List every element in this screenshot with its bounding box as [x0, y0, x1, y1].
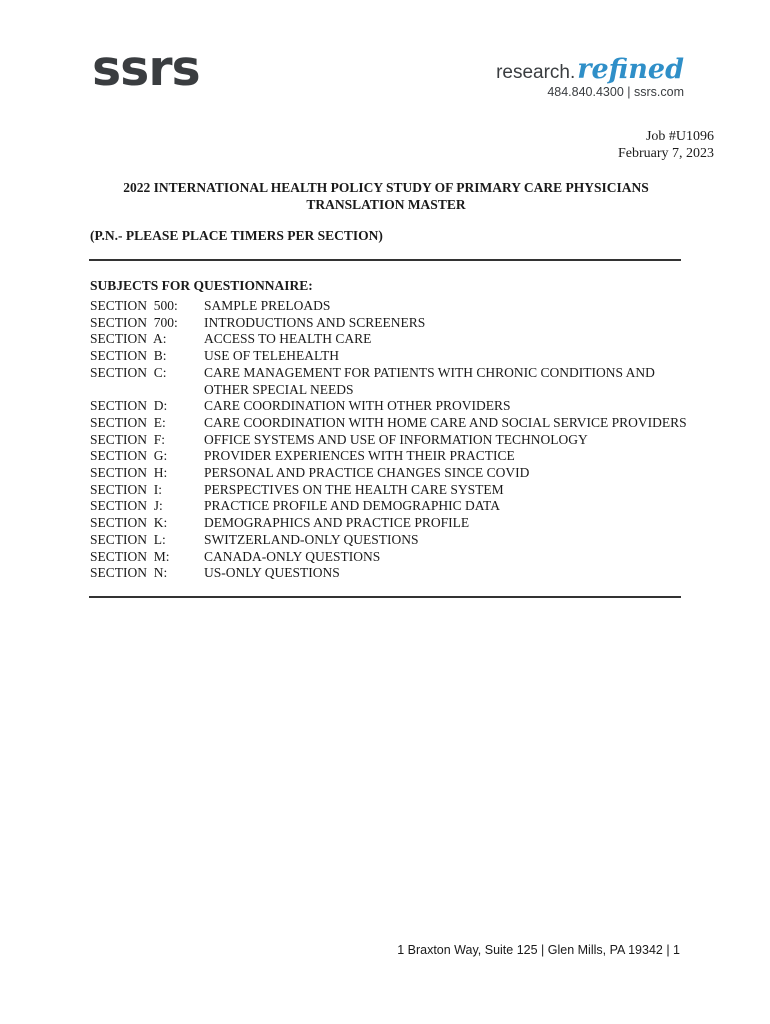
- section-description: CARE COORDINATION WITH OTHER PROVIDERS: [204, 398, 511, 414]
- section-row: [90, 498, 690, 515]
- document-title: [90, 179, 682, 213]
- title-line-2: TRANSLATION MASTER: [306, 197, 466, 212]
- section-row: [90, 315, 690, 332]
- section-code: SECTION F:: [90, 431, 166, 447]
- section-description: OFFICE SYSTEMS AND USE OF INFORMATION TECHNOLOGY: [204, 431, 588, 447]
- section-code: SECTION C:: [90, 364, 167, 380]
- section-code: SECTION M:: [90, 548, 170, 564]
- section-description: SAMPLE PRELOADS: [204, 298, 331, 313]
- section-row: [90, 549, 690, 566]
- section-code: SECTION E:: [90, 414, 166, 430]
- section-list: [90, 298, 690, 582]
- job-date: February 7, 2023: [617, 146, 714, 161]
- section-code: SECTION H:: [90, 465, 168, 481]
- top-divider: [89, 259, 681, 261]
- subjects-heading: SUBJECTS FOR QUESTIONNAIRE:: [90, 278, 313, 293]
- section-description: PERSPECTIVES ON THE HEALTH CARE SYSTEM: [204, 481, 504, 497]
- section-code: SECTION 700:: [90, 314, 178, 330]
- section-code: SECTION B:: [90, 348, 167, 364]
- section-description: PERSONAL AND PRACTICE CHANGES SINCE COVID: [204, 465, 530, 481]
- section-code: SECTION A:: [90, 331, 167, 347]
- section-description: USE OF TELEHEALTH: [204, 348, 339, 364]
- section-description: INTRODUCTIONS AND SCREENERS: [204, 314, 426, 330]
- section-description: CANADA-ONLY QUESTIONS: [204, 548, 381, 564]
- section-code: SECTION J:: [90, 498, 163, 514]
- title-line-1: 2022 INTERNATIONAL HEALTH POLICY STUDY OF PRIMARY CARE PHYSICIANS: [123, 180, 649, 195]
- section-description: DEMOGRAPHICS AND PRACTICE PROFILE: [204, 515, 470, 531]
- section-row: [90, 398, 690, 415]
- section-code: SECTION L:: [90, 531, 166, 547]
- tagline: [496, 54, 684, 99]
- section-description: PROVIDER EXPERIENCES WITH THEIR PRACTICE: [204, 448, 515, 464]
- job-info: [618, 128, 714, 162]
- section-row: [90, 565, 690, 582]
- section-row: [90, 532, 690, 549]
- section-code: SECTION 500:: [90, 298, 178, 313]
- ssrs-logo: ssrs: [92, 40, 200, 97]
- section-code: SECTION I:: [90, 481, 162, 497]
- section-row: [90, 348, 690, 365]
- section-row: [90, 415, 690, 432]
- section-row: [90, 365, 690, 398]
- section-row: [90, 432, 690, 449]
- section-code: SECTION G:: [90, 448, 168, 464]
- job-number: Job #U1096: [645, 129, 714, 144]
- contact-info: 484.840.4300 | ssrs.com: [547, 85, 684, 99]
- timer-note: (P.N.- PLEASE PLACE TIMERS PER SECTION): [90, 228, 383, 243]
- section-description: SWITZERLAND-ONLY QUESTIONS: [204, 531, 419, 547]
- section-code: SECTION K:: [90, 515, 168, 531]
- section-code: SECTION N:: [90, 565, 168, 581]
- section-description: CARE COORDINATION WITH HOME CARE AND SOCIAL SERVICE PROVIDERS: [204, 414, 687, 430]
- section-description: PRACTICE PROFILE AND DEMOGRAPHIC DATA: [204, 498, 500, 514]
- tagline-research: research.: [496, 62, 576, 83]
- bottom-divider: [89, 596, 681, 598]
- section-row: [90, 448, 690, 465]
- section-row: [90, 331, 690, 348]
- section-code: SECTION D:: [90, 398, 168, 414]
- section-description: ACCESS TO HEALTH CARE: [204, 331, 372, 347]
- section-row: [90, 515, 690, 532]
- section-row: [90, 465, 690, 482]
- page-footer: 1 Braxton Way, Suite 125 | Glen Mills, PA 19342 | 1: [397, 943, 680, 957]
- tagline-refined: refined: [577, 54, 684, 85]
- section-row: [90, 482, 690, 499]
- section-description: US-ONLY QUESTIONS: [204, 565, 340, 581]
- section-description: CARE MANAGEMENT FOR PATIENTS WITH CHRONIC CONDITIONS AND OTHER SPECIAL NEEDS: [204, 364, 655, 397]
- section-row: [90, 298, 690, 315]
